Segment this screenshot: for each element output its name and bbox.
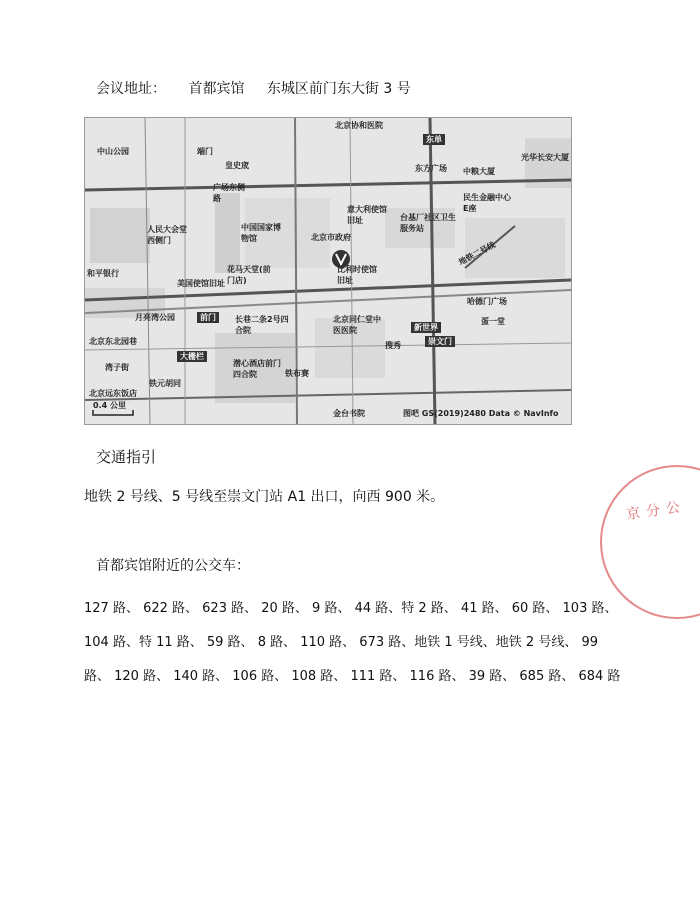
street-address: 东城区前门东大街 3 号: [266, 81, 411, 97]
map-label: 中山公园: [97, 147, 129, 156]
map-label: 哈德门广场: [467, 297, 507, 306]
map-label: 比利时使馆旧址: [337, 265, 377, 285]
bus-routes-line-3: 路、 120 路、 140 路、 106 路、 108 路、 111 路、 116 路、 39 路、 685 路、 684 路: [84, 669, 621, 684]
map-label: 湾子街: [105, 363, 129, 372]
map-label: 北京市政府: [311, 233, 351, 242]
map-label: 人民大会堂西侧门: [147, 225, 187, 245]
map-label: 北京远东饭店: [89, 389, 137, 398]
map-label: 铁布赛: [285, 369, 309, 378]
map-label: 蛋一堂: [481, 317, 505, 326]
traffic-description: 地铁 2 号线、5 号线至崇文门站 A1 出口，向西 900 米。: [84, 489, 445, 505]
map-label: 金台书院: [333, 409, 365, 418]
map-label: 地铁二号线: [457, 240, 497, 267]
meeting-address-line: [96, 78, 429, 98]
map-label: 崇文门: [425, 336, 455, 347]
address-label: 会议地址：: [96, 81, 166, 97]
map-label: 北京东北园巷: [89, 337, 137, 346]
map-label: 美国使馆旧址: [177, 279, 225, 288]
map-label: 民生金融中心E座: [463, 193, 511, 213]
map-label: 铁元胡同: [149, 379, 181, 388]
map-label: 长巷二条2号四合院: [235, 315, 289, 335]
map-label: 中粮大厦: [463, 167, 495, 176]
official-stamp: [600, 465, 700, 619]
map-label: 花马天堂(前门店): [227, 265, 271, 285]
map-label: 意大利使馆旧址: [347, 205, 387, 225]
bus-routes-line-1: 127 路、 622 路、 623 路、 20 路、 9 路、 44 路、特 2 路、 41 路、 60 路、 103 路、: [84, 601, 618, 616]
map-label: 大栅栏: [177, 351, 207, 362]
stamp-text: 京分公: [625, 498, 687, 524]
map-label: 台基厂社区卫生服务站: [400, 213, 456, 233]
map-label: 前门: [197, 312, 219, 323]
traffic-title: 交通指引: [96, 448, 157, 466]
bus-routes-line-2: 104 路、特 11 路、 59 路、 8 路、 110 路、 673 路、地铁 1 号线、地铁 2 号线、 99: [84, 635, 598, 650]
map-label: 东方广场: [415, 164, 447, 173]
map-label: 搜秀: [385, 341, 401, 350]
map-copyright: 图吧 GS(2019)2480 Data © NavInfo: [403, 409, 559, 418]
map-label: 和平银行: [87, 269, 119, 278]
map-scale-label: 0.4 公里: [93, 401, 126, 410]
map-label: 月亮湾公园: [135, 313, 175, 322]
map-label: 新世界: [411, 322, 441, 333]
bus-title: 首都宾馆附近的公交车：: [96, 558, 250, 574]
map-label: 端门: [197, 147, 213, 156]
location-map: [84, 117, 572, 425]
map-label: 广场东侧路: [213, 183, 245, 203]
map-label: 潜心酒店前门四合院: [233, 359, 281, 379]
map-label: 东单: [423, 134, 445, 145]
map-label: 皇史宬: [225, 161, 249, 170]
venue-name: 首都宾馆: [188, 81, 245, 97]
map-label: 北京协和医院: [335, 121, 383, 130]
map-label: 北京同仁堂中医医院: [333, 315, 381, 335]
map-label: 光华长安大厦: [521, 153, 569, 162]
map-label: 中国国家博物馆: [241, 223, 281, 243]
